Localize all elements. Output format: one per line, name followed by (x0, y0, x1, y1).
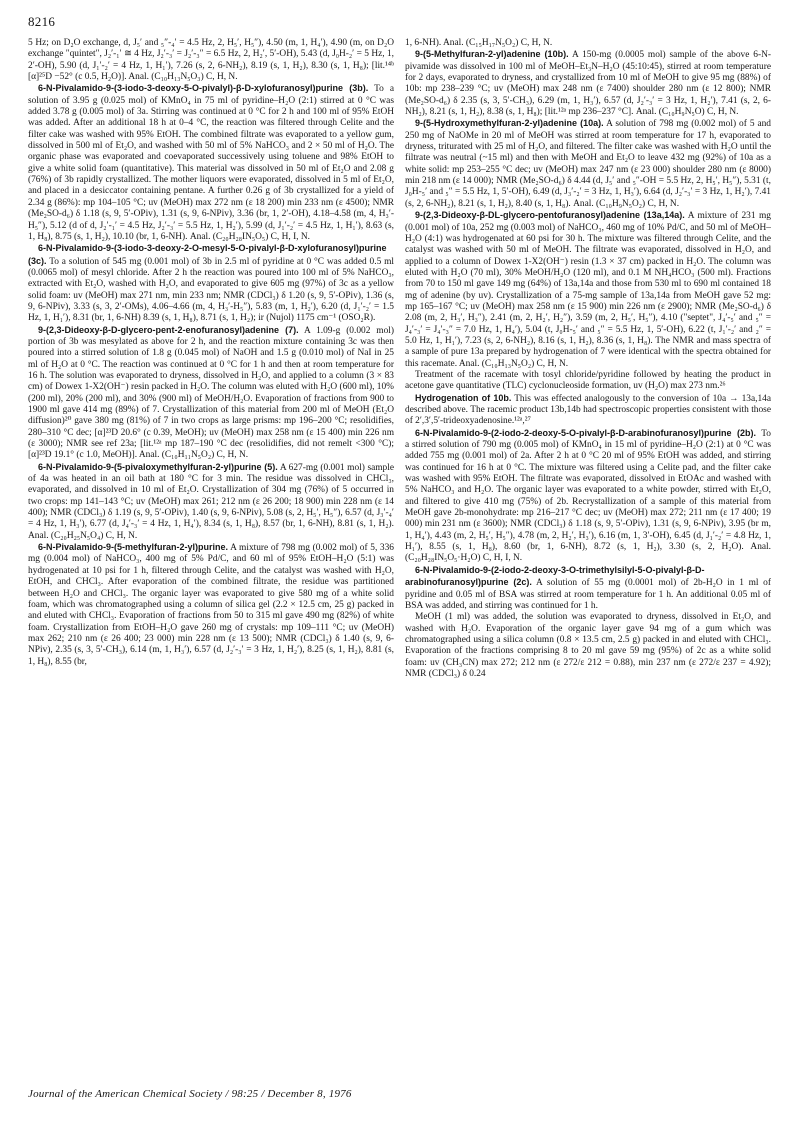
paragraph (28, 542, 394, 668)
paragraph (28, 38, 394, 83)
left-column (28, 38, 394, 668)
compound-heading: Hydrogenation of 10b. (415, 392, 512, 403)
compound-heading: 6-N-Pivalamido-9-(3-iodo-3-deoxy-2-O-mesyl-5-O-pivalyl-β-D-xylofuranosyl)purine (3c). (28, 243, 387, 266)
paragraph-text: MeOH (1 ml) was added, the solution was evaporated to dryness, dissolved in Et₂O, and washed with H₂O. Evaporation of the organic layer gave 94 mg of a gum which was chromatographed using a silica column (0.8 × 13.5 cm, 2.5 g) packed in and eluted with CHCl₃. Evaporation of the fractions comprising 8 to 20 ml gave 59 mg (95%) of 2c as a white solid foam: uv (CH₃CN) max 272; 212 nm (ε 272/ε 212 = 0.88), min 237 nm (ε 272/ε 237 = 4.92); NMR (CDCl₃) δ 0.24 (405, 612, 771, 679)
paragraph (405, 565, 771, 612)
paragraph-text: A mixture of 798 mg (0.002 mol) of 5, 336 mg (0.004 mol) of NaHCO₃, 400 mg of 5% Pd/C, and 60 ml of 95% EtOH–H₂O (5:1) was hydrogenated at 10 psi for 1 h, filtered through Celite, and the catalyst was washed with H₂O, EtOH, and CHCl₃. After evaporation of the combined filtrate, the residue was partitioned between H₂O and CHCl₃. The organic layer was evaporated to give 580 mg of a white solid foam, which was chromatographed using a column of silica gel (2.2 × 12.5 cm, 25 g) packed in and eluted with CHCl₃. Evaporation of fractions from 50 to 315 ml gave 490 mg (82%) of white foam. Crystallization from EtOH–H₂O gave 260 mg of crystals: mp 109–111 °C; uv (MeOH) max 262; 210 nm (ε 26 400; 23 000) min 228 nm (ε 13 500); NMR (CDCl₃) δ 1.40 (s, 9, 6-NPiv), 2.35 (s, 3, 5′-CH₃), 6.14 (m, 1, H₃′), 6.57 (d, J₂′-₃′ = 3 Hz, 1, H₂′), 8.25 (s, 1, H₂), 8.81 (s, 1, H₈), 8.55 (br, (28, 543, 394, 667)
right-column (405, 38, 771, 680)
compound-heading: 6-N-Pivalamido-9-(5-pivaloxymethylfuran-2-yl)purine (5). (38, 461, 278, 472)
paragraph-text: A mixture of 231 mg (0.001 mol) of 10a, 252 mg (0.003 mol) of NaHCO₃, 460 mg of 10% Pd/C, and 50 ml of MeOH–H₂O (4:1) was hydrogenated at 60 psi for 30 h. The mixture was filtered through Celite, and the catalyst was washed with 50 ml of MeOH. The filtrate was evaporated, dissolved in H₂O, and applied to a column of Dowex 1-X2(OH⁻) resin (1.3 × 37 cm) packed in H₂O. The column was eluted with H₂O (70 ml), 30% MeOH/H₂O (120 ml), and 0.1 M NH₄HCO₃ (500 ml). Fractions from 70 to 150 ml gave 149 mg (64%) of 13a,14a and those from 530 ml to 690 ml contained 18 mg of adenine (by uv). Crystallization of a 75-mg sample of 13a,14a from MeOH gave 52 mg: mp 165–167 °C; uv (MeOH) max 258 nm (ε 15 900) min 226 nm (ε 2900); NMR (Me₂SO-d₆) δ 2.08 (m, 2, H₃′, H₃″), 2.41 (m, 2, H₂′, H₂″), 3.59 (m, 2, H₅′, H₅″), 4.10 ("septet", J₄′-₅′ and ₅″ = J₄′-₃′ = J₄′-₃″ = 7.0 Hz, 1, H₄′), 5.04 (t, J₀H-₅′ and ₅″ = 5.5 Hz, 1, 5′-OH), 6.22 (t, J₁′-₂′ and ₂″ = 5.0 Hz, 1, H₁′), 7.23 (s, 2, 6-NH₂), 8.16 (s, 1, H₂), 8.36 (s, 1, H₈). The NMR and mass spectra of a sample of pure 13a prepared by hydrogenation of 7 were identical with the spectra obtained for this racemate. Anal. (C₁₀H₁₃N₅O₂) C, H, N. (405, 211, 771, 369)
journal-footer: Journal of the American Chemical Society / 98:25 / December 8, 1976 (28, 1088, 352, 1100)
paragraph (405, 393, 771, 428)
compound-heading: 6-N-Pivalamido-9-(5-methylfuran-2-yl)purine. (38, 542, 229, 553)
compound-heading: 6-N-Pivalamido-9-(3-iodo-3-deoxy-5-O-pivalyl)-β-D-xylofuranosyl)purine (3b). (38, 83, 369, 94)
paragraph-text: A 1.09-g (0.002 mol) portion of 3b was mesylated as above for 2 h, and the reaction mixture containing 3c was then poured into a stirred solution of 1.8 g (0.045 mol) of NaOH and 1.5 g (0.010 mol) of NaI in 25 ml of H₂O at 0 °C. The reaction was continued at 0 °C for 1 h and then at room temperature for 16 h. The solution was evaporated to dryness, dissolved in H₂O, and applied to a column (3 × 83 cm) of Dowex 1-X2(OH⁻) resin packed in H₂O. The column was eluted with H₂O (600 ml), 10% (200 ml), 20% (200 ml), and 30% (900 ml) of MeOH/H₂O. Evaporation of fractions from 900 to 1900 ml gave 414 mg (89%) of 7. Crystallization of this material from 200 ml of MeOH (Et₂O diffusion)²⁰ gave 380 mg (81%) of 7 in two crops as large prisms: mp 196–200 °C; resolidifies, 280–310 °C dec; [α]²³D 20.6° (c 0.39, MeOH); uv (MeOH) max 258 nm (ε 15 400) min 226 nm (ε 3000); NMR see ref 23a; [lit.¹²ᵃ mp 187–190 °C dec (resolidifies, did not remelt <300 °C); [α]²³D 19.1° (c 1.0, MeOH)]. Anal. (C₁₀H₁₁N₅O₂) C, H, N. (28, 325, 394, 461)
paragraph (405, 210, 771, 370)
compound-heading: 6-N-Pivalamido-9-(2-iodo-2-deoxy-3-O-trimethylsilyl-5-O-pivalyl-β-D-arabinofuranosyl)purine (2c). (405, 564, 705, 588)
paragraph-text: 1, 6-NH). Anal. (C₁₅H₁₇N₅O₂) C, H, N. (405, 38, 553, 48)
page-number: 8216 (28, 14, 56, 29)
compound-heading: 6-N-Pivalamido-9-(2-iodo-2-deoxy-5-O-pivalyl-β-D-arabinofuranosyl)purine (2b). (415, 427, 757, 438)
paragraph (405, 370, 771, 393)
paragraph-text: To a solution of 3.95 g (0.025 mol) of KMnO₄ in 75 ml of pyridine–H₂O (2:1) stirred at 0 °C was added 3.78 g (0.005 mol) of 3a. Stirring was continued at 0 °C for 2 h and 100 ml of 95% EtOH was added. After an additional 18 h at 0–4 °C, the reaction was filtered through Celite and the filter cake was washed with 95% EtOH. The combined filtrate was evaporated to a yellow gum, dissolved in 500 ml of Et₂O, and washed with 50 ml of 5% NaHCO₃ and 2 × 50 ml of H₂O. The organic phase was evaporated and coevaporated successively using toluene and 98% EtOH to give a white solid foam (quantitative). This material was dissolved in 50 ml of Et₂O and 2.08 g (76%) of 3b rapidly crystallized. The mother liquors were evaporated, dissolved in 5 ml of Et₂O, and placed in a desiccator containing pentane. A further 0.26 g of 3b crystallized for a yield of 2.34 g (86%): mp 104–105 °C; uv (MeOH) max 272 nm (ε 18 200) min 233 nm (ε 4500); NMR (Me₂SO-d₆) δ 1.18 (s, 9, 5′-OPiv), 1.31 (s, 9, 6-NPiv), 3.36 (br, 1, 2′-OH), 4.18–4.58 (m, 4, H₃′-H₅″), 5.12 (d of d, J₂′-₁′ = 4.5 Hz, J₂′-₃′ = 5.5 Hz, 1, H₂′), 5.99 (d, J₁′-₂′ = 4.5 Hz, 1, H₁′), 8.63 (s, 1, H₈), 8.75 (s, 1, H₂), 10.10 (br, 1, 6-NH). Anal. (C₂₀H₂₈IN₅O₅) C, H, I, N. (28, 84, 395, 242)
paragraph (28, 325, 394, 462)
paragraph (405, 38, 771, 49)
paragraph-text: A 627-mg (0.001 mol) sample of 4a was heated in an oil bath at 180 °C for 3 min. The residue was dissolved in CHCl₃, evaporated, and dissolved in 10 ml of Et₂O. Crystallization of 304 mg (76%) of 5 occurred in two crops: mp 141–143 °C; uv (MeOH) max 261; 212 nm (ε 26 200; 18 900) min 228 nm (ε 14 400); NMR (CDCl₃) δ 1.19 (s, 9, 5′-OPiv), 1.40 (s, 9, 6-NPiv), 5.08 (s, 2, H₅′, H₅″), 6.57 (d, J₃′-₄′ = 4 Hz, 1, H₃′), 6.77 (d, J₄′-₃′ = 4 Hz, 1, H₄′), 8.34 (s, 1, H₈), 8.57 (br, 1, 6-NH), 8.81 (s, 1, H₂). Anal. (C₂₀H₂₅N₅O₄) C, H, N. (28, 462, 394, 541)
compound-heading: 9-(5-Methylfuran-2-yl)adenine (10b). (415, 49, 569, 60)
paragraph (405, 118, 771, 210)
paragraph (405, 612, 771, 680)
paragraph-text: This was effected analogously to the conversion of 10a → 13a,14a described above. The racemic product 13b,14b had spectroscopic properties consistent with those of 2′,3′,5′-trideoxyadenosine.¹²ᵃ,²⁷ (405, 393, 771, 427)
paragraph-text: Treatment of the racemate with tosyl chloride/pyridine followed by heating the product in acetone gave quantitative (TLC) cyclonucleoside formation, uv (H₂O) max 273 nm.²⁶ (405, 369, 771, 392)
paragraph (28, 462, 394, 542)
paragraph-text: A 150-mg (0.0005 mol) sample of the above 6-N-pivamide was dissolved in 100 ml of MeOH–Et₃N–H₂O (45:10:45), stirred at room temperature for 2 days, evaporated to dryness, and crystallized from 10 ml of MeOH to give 95 mg (88%) of 10b: mp 238–239 °C; uv (MeOH) max 248 nm (ε 7400) shoulder 280 nm (ε 12 800); NMR (Me₂SO-d₆) δ 2.35 (s, 3, 5′-CH₃), 6.29 (m, 1, H₃′), 6.57 (d, J₂′-₃′ = 3 Hz, 1, H₂′), 7.41 (s, 2, 6-NH₂), 8.21 (s, 1, H₂), 8.38 (s, 1, H₈); [lit.¹²ᵃ mp 236–237 °C]. Anal. (C₁₀H₉N₅O) C, H, N. (405, 50, 771, 118)
paragraph (405, 428, 771, 565)
compound-heading: 9-(2,3-Dideoxy-β-DL-glycero-pentofuranosyl)adenine (13a,14a). (415, 210, 685, 221)
paragraph-text: To a solution of 545 mg (0.001 mol) of 3b in 2.5 ml of pyridine at 0 °C was added 0.5 ml (0.0065 mol) of mesyl chloride. After 2 h the reaction was poured into 100 ml of 5% NaHCO₃, extracted with Et₂O, washed with H₂O, and evaporated to give 605 mg (97%) of 3c as a yellow solid foam: uv (MeOH) max 271 nm, min 233 nm; NMR (CDCl₃) δ 1.20 (s, 9, 5′-OPiv), 1.36 (s, 9, 6-NPiv), 3.33 (s, 3, 2′-OMs), 4.06–4.66 (m, 4, H₃′-H₅″), 5.83 (m, 1, H₂′), 6.20 (d, J₁′-₂′ = 1.5 Hz, 1, H₁′), 8.31 (br, 1, 6-NH) 8.39 (s, 1, H₈), 8.71 (s, 1, H₂); ir (Nujol) 1175 cm⁻¹ (OSO₂R). (28, 256, 394, 324)
paragraph (28, 243, 394, 324)
paragraph (28, 83, 394, 243)
paragraph-text: 5 Hz; on D₂O exchange, d, J₅′ and ₅″-₄′ = 4.5 Hz, 2, H₅′, H₅″), 4.50 (m, 1, H₄′), 4.90 (m, on D₂O exchange "quintet", J₂′-₁′ ≅ 4 Hz, J₂′-₃′ = J₂′-₃″ = 6.5 Hz, 2, H₂′, 5′-OH), 5.43 (d, J₀H-₂′ = 5 Hz, 1, 2′-OH), 5.90 (d, J₁′-₂′ = 4 Hz, 1, H₁′), 7.26 (s, 2, 6-NH₂), 8.19 (s, 1, H₂), 8.30 (s, 1, H₈); [lit.¹⁴ᵇ [α]²⁵D −52° (c 0.5, H₂O)]. Anal. (C₁₀H₁₃N₅O₃) C, H, N. (28, 38, 394, 83)
compound-heading: 9-(2,3-Dideoxy-β-D-glycero-pent-2-enofuranosyl)adenine (7). (38, 324, 299, 335)
paragraph (405, 49, 771, 118)
paragraph-text: A solution of 798 mg (0.002 mol) of 5 and 250 mg of NaOMe in 20 ml of MeOH was stirred at room temperature for 17 h, evaporated to dryness, triturated with 25 ml of H₂O, and filtered. The filter cake was washed with H₂O until the filtrate was neutral (~15 ml) and then with MeOH and Et₂O to leave 432 mg (92%) of 10a as a white solid: mp 253–255 °C dec; uv (MeOH) max 247 nm (ε 23 000) shoulder 280 nm (ε 8000) min 218 nm (ε 14 000); NMR (Me₂SO-d₆) δ 4.44 (d, J₅′ and ₅″-OH = 5.5 Hz, 2, H₅′, H₅″), 5.31 (t, J₀H-₅′ and ₅″ = 5.5 Hz, 1, 5′-OH), 6.49 (d, J₃′-₂′ = 3 Hz, 1, H₃′), 6.64 (d, J₂′-₃′ = 3 Hz, 1, H₂′), 7.41 (s, 2, 6-NH₂), 8.21 (s, 1, H₂), 8.40 (s, 1, H₈). Anal. (C₁₀H₉N₅O₂) C, H, N. (405, 119, 771, 209)
paragraph-text: A solution of 55 mg (0.0001 mol) of 2b-H₂O in 1 ml of pyridine and 0.05 ml of BSA was stirred at room temperature for 1 h. An additional 0.05 ml of BSA was added, and stirring was continued for 1 h. (405, 578, 771, 611)
compound-heading: 9-(5-Hydroxymethylfuran-2-yl)adenine (10a). (415, 118, 604, 129)
paragraph-text: To a stirred solution of 790 mg (0.005 mol) of KMnO₄ in 15 ml of pyridine–H₂O (2:1) at 0 °C was added 755 mg (0.001 mol) of 2a. After 2 h at 0 °C 20 ml of 95% EtOH was added, and stirring was continued for 16 h at 0 °C. The mixture was filtered using a Celite pad, and the filter cake was washed with 95% EtOH. The filtrate was evaporated, dissolved in EtOAc and washed with 5% NaHCO₃ and H₂O. The organic layer was evaporated to a white powder, stirred with Et₂O, and filtered to give 410 mg (75%) of 2b. Recrystallization of a sample of this material from MeOH gave 2b-monohydrate: mp 216–217 °C dec; uv (MeOH) max 272; 211 nm (ε 17 400; 19 000) min 231 nm (ε 3600); NMR (CDCl₃) δ 1.18 (s, 9, 5′-OPiv), 1.31 (s, 9, 6-NPiv), 3.95 (br m, 1, H₄′), 4.43 (m, 2, H₅′, H₅″), 4.78 (m, 2, H₂′, H₃′), 6.16 (m, 1, 3′-OH), 6.45 (d, J₁′-₂′ = 4.8 Hz, 1, H₁′), 8.55 (s, 1, H₈), 8.60 (br, 1, 6-NH), 8.72 (s, 1, H₂), 3.30 (s, 2, H₂O). Anal. (C₂₀H₂₈IN₅O₅·H₂O) C, H, I, N. (405, 428, 771, 564)
